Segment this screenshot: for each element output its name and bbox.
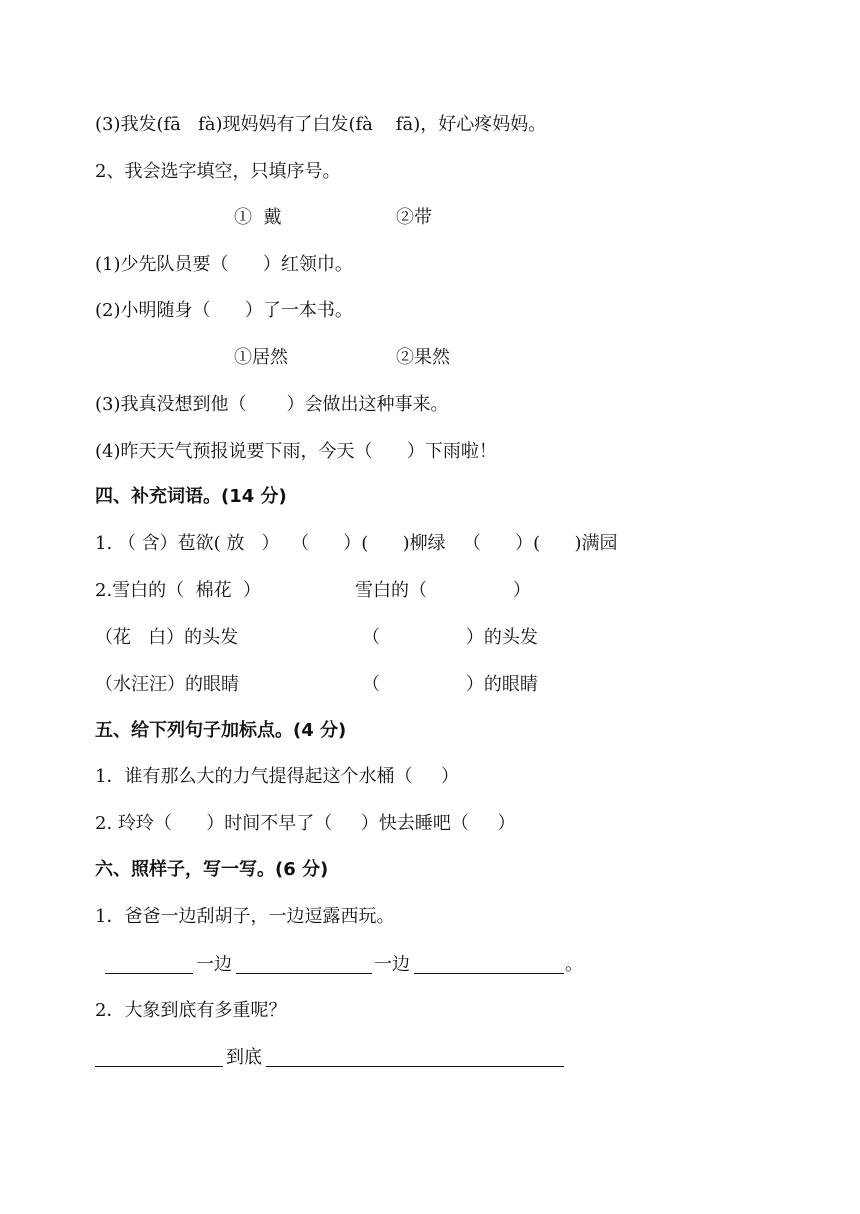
blank-line — [236, 973, 372, 974]
option-dai: ① 戴 — [234, 207, 282, 228]
blank-line — [105, 973, 193, 974]
section-heading-5: 五、给下列句子加标点。(4 分) — [95, 720, 347, 741]
blank-line — [95, 1066, 223, 1067]
punctuation-2: 2. 玲玲（ ）时间不早了（ ）快去睡吧（ ） — [95, 813, 516, 834]
fill-blank-2: (2)小明随身（ ）了一本书。 — [95, 300, 353, 321]
line-pinyin-question: (3)我发(fā fà)现妈妈有了白发(fà fā)，好心疼妈妈。 — [95, 114, 547, 135]
phrase-blank-cotton: 雪白的（ ） — [355, 580, 531, 601]
option-dai-carry: ②带 — [396, 207, 432, 228]
section-heading-6: 六、照样子，写一写。(6 分) — [95, 859, 329, 880]
phrase-example-eyes: （水汪汪）的眼睛 — [95, 674, 239, 695]
connector-yibian-2: 一边 — [374, 954, 410, 975]
phrase-example-hair: （花 白）的头发 — [95, 627, 239, 648]
fill-blank-1: (1)少先队员要（ ）红领巾。 — [95, 254, 353, 275]
example-sentence-1: 1．爸爸一边刮胡子，一边逗露西玩。 — [95, 906, 395, 927]
idiom-line: 1. （ 含）苞欲( 放 ） （ ）( )柳绿 （ ）( )满园 — [95, 533, 618, 554]
section-heading-4: 四、补充词语。(14 分) — [95, 486, 287, 507]
period-mark: 。 — [565, 954, 583, 975]
phrase-example-cotton: 2.雪白的（ 棉花 ） — [95, 580, 262, 601]
blank-line — [266, 1066, 564, 1067]
blank-line — [414, 973, 564, 974]
fill-blank-3: (3)我真没想到他（ ）会做出这种事来。 — [95, 394, 449, 415]
fill-blank-4: (4)昨天天气预报说要下雨，今天（ ）下雨啦！ — [95, 441, 497, 462]
connector-yibian-1: 一边 — [196, 954, 232, 975]
line-question-2: 2、我会选字填空，只填序号。 — [95, 161, 341, 182]
connector-daodi: 到底 — [226, 1047, 262, 1068]
example-sentence-2: 2．大象到底有多重呢？ — [95, 1000, 287, 1021]
option-juran: ①居然 — [234, 347, 288, 368]
phrase-blank-hair: （ ）的头发 — [362, 627, 538, 648]
option-guoran: ②果然 — [396, 347, 450, 368]
punctuation-1: 1．谁有那么大的力气提得起这个水桶（ ） — [95, 766, 460, 787]
phrase-blank-eyes: （ ）的眼睛 — [362, 674, 538, 695]
